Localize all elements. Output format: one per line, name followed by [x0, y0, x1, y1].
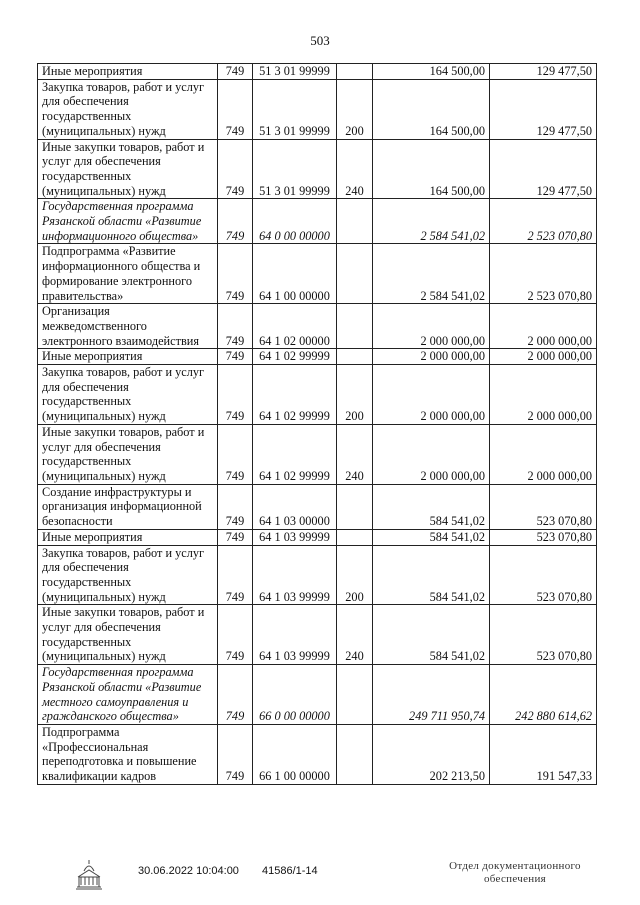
- table-row: [38, 244, 597, 304]
- row-amount-executed: 129 477,50: [490, 79, 597, 139]
- row-name: Иные закупки товаров, работ и услуг для обеспечения государственных (муниципальных) нужд: [38, 139, 218, 199]
- row-amount-executed: 2 000 000,00: [490, 424, 597, 484]
- row-name: Иные мероприятия: [38, 529, 218, 545]
- row-expense-type: [337, 64, 373, 80]
- row-ministry-code: 749: [218, 79, 253, 139]
- row-target-code: 64 0 00 00000: [253, 199, 337, 244]
- row-target-code: 64 1 02 00000: [253, 304, 337, 349]
- row-name: Подпрограмма «Профессиональная переподготовка и повышение квалификации кадров: [38, 724, 218, 784]
- row-name: Иные закупки товаров, работ и услуг для обеспечения государственных (муниципальных) нужд: [38, 605, 218, 665]
- row-target-code: 64 1 02 99999: [253, 349, 337, 365]
- row-amount-executed: 191 547,33: [490, 724, 597, 784]
- row-amount-executed: 2 000 000,00: [490, 349, 597, 365]
- row-ministry-code: 749: [218, 64, 253, 80]
- table-row: [38, 484, 597, 529]
- duma-emblem-icon: [72, 857, 106, 891]
- row-expense-type: 200: [337, 545, 373, 605]
- row-target-code: 66 1 00 00000: [253, 724, 337, 784]
- row-ministry-code: 749: [218, 484, 253, 529]
- row-ministry-code: 749: [218, 605, 253, 665]
- row-target-code: 64 1 02 99999: [253, 365, 337, 425]
- row-ministry-code: 749: [218, 665, 253, 725]
- table-row: [38, 349, 597, 365]
- row-amount-executed: 2 000 000,00: [490, 304, 597, 349]
- row-target-code: 64 1 02 99999: [253, 424, 337, 484]
- row-target-code: 64 1 03 99999: [253, 545, 337, 605]
- row-expense-type: 240: [337, 139, 373, 199]
- table-row: [38, 64, 597, 80]
- row-ministry-code: 749: [218, 424, 253, 484]
- budget-table-body: [38, 64, 597, 785]
- row-target-code: 51 3 01 99999: [253, 64, 337, 80]
- row-amount-planned: 584 541,02: [373, 484, 490, 529]
- row-amount-planned: 164 500,00: [373, 79, 490, 139]
- row-target-code: 51 3 01 99999: [253, 79, 337, 139]
- row-name: Иные закупки товаров, работ и услуг для обеспечения государственных (муниципальных) нужд: [38, 424, 218, 484]
- footer-timestamp: 30.06.2022 10:04:00: [138, 865, 239, 877]
- row-ministry-code: 749: [218, 724, 253, 784]
- table-row: [38, 724, 597, 784]
- row-name: Закупка товаров, работ и услуг для обеспечения государственных (муниципальных) нужд: [38, 79, 218, 139]
- row-amount-planned: 2 000 000,00: [373, 424, 490, 484]
- row-expense-type: [337, 199, 373, 244]
- row-amount-executed: 523 070,80: [490, 605, 597, 665]
- row-amount-planned: 584 541,02: [373, 605, 490, 665]
- table-row: [38, 424, 597, 484]
- table-row: [38, 199, 597, 244]
- row-expense-type: 200: [337, 365, 373, 425]
- row-name: Организация межведомственного электронного взаимодействия: [38, 304, 218, 349]
- row-name: Закупка товаров, работ и услуг для обеспечения государственных (муниципальных) нужд: [38, 365, 218, 425]
- row-name: Подпрограмма «Развитие информационного общества и формирование электронного правительства»: [38, 244, 218, 304]
- row-amount-planned: 2 584 541,02: [373, 199, 490, 244]
- row-amount-executed: 242 880 614,62: [490, 665, 597, 725]
- row-amount-executed: 523 070,80: [490, 484, 597, 529]
- table-row: [38, 79, 597, 139]
- row-expense-type: [337, 529, 373, 545]
- row-ministry-code: 749: [218, 304, 253, 349]
- row-ministry-code: 749: [218, 199, 253, 244]
- row-name: Закупка товаров, работ и услуг для обеспечения государственных (муниципальных) нужд: [38, 545, 218, 605]
- row-amount-executed: 2 523 070,80: [490, 199, 597, 244]
- row-amount-executed: 523 070,80: [490, 529, 597, 545]
- row-ministry-code: 749: [218, 529, 253, 545]
- row-amount-executed: 2 523 070,80: [490, 244, 597, 304]
- row-expense-type: [337, 244, 373, 304]
- page-footer: [0, 855, 640, 895]
- row-ministry-code: 749: [218, 244, 253, 304]
- footer-doc-number: 41586/1-14: [262, 865, 318, 877]
- row-ministry-code: 749: [218, 365, 253, 425]
- table-row: [38, 304, 597, 349]
- row-amount-planned: 2 000 000,00: [373, 365, 490, 425]
- row-amount-planned: 2 000 000,00: [373, 349, 490, 365]
- row-amount-planned: 584 541,02: [373, 529, 490, 545]
- table-row: [38, 139, 597, 199]
- row-target-code: 64 1 03 00000: [253, 484, 337, 529]
- footer-department-line1: Отдел документационного: [449, 860, 581, 872]
- row-target-code: 51 3 01 99999: [253, 139, 337, 199]
- row-target-code: 64 1 03 99999: [253, 529, 337, 545]
- budget-table: [37, 63, 597, 785]
- row-amount-planned: 164 500,00: [373, 139, 490, 199]
- row-expense-type: [337, 665, 373, 725]
- row-amount-executed: 129 477,50: [490, 64, 597, 80]
- row-amount-planned: 584 541,02: [373, 545, 490, 605]
- row-expense-type: [337, 724, 373, 784]
- row-target-code: 64 1 00 00000: [253, 244, 337, 304]
- table-row: [38, 545, 597, 605]
- row-name: Создание инфраструктуры и организация информационной безопасности: [38, 484, 218, 529]
- table-row: [38, 529, 597, 545]
- row-amount-planned: 202 213,50: [373, 724, 490, 784]
- row-ministry-code: 749: [218, 545, 253, 605]
- row-name: Иные мероприятия: [38, 349, 218, 365]
- footer-department-line2: обеспечения: [483, 873, 547, 885]
- table-row: [38, 365, 597, 425]
- row-amount-executed: 523 070,80: [490, 545, 597, 605]
- row-name: Иные мероприятия: [38, 64, 218, 80]
- row-amount-planned: 249 711 950,74: [373, 665, 490, 725]
- row-expense-type: [337, 304, 373, 349]
- row-target-code: 64 1 03 99999: [253, 605, 337, 665]
- row-target-code: 66 0 00 00000: [253, 665, 337, 725]
- row-ministry-code: 749: [218, 139, 253, 199]
- row-expense-type: [337, 484, 373, 529]
- row-ministry-code: 749: [218, 349, 253, 365]
- row-expense-type: 240: [337, 424, 373, 484]
- row-amount-executed: 2 000 000,00: [490, 365, 597, 425]
- row-name: Государственная программа Рязанской области «Развитие местного самоуправления и гражданского общества»: [38, 665, 218, 725]
- row-expense-type: 200: [337, 79, 373, 139]
- row-amount-planned: 2 584 541,02: [373, 244, 490, 304]
- row-expense-type: 240: [337, 605, 373, 665]
- table-row: [38, 665, 597, 725]
- row-amount-planned: 164 500,00: [373, 64, 490, 80]
- table-row: [38, 605, 597, 665]
- footer-department: [430, 860, 600, 886]
- page-number: 503: [310, 33, 330, 48]
- row-name: Государственная программа Рязанской области «Развитие информационного общества»: [38, 199, 218, 244]
- row-amount-executed: 129 477,50: [490, 139, 597, 199]
- row-expense-type: [337, 349, 373, 365]
- row-amount-planned: 2 000 000,00: [373, 304, 490, 349]
